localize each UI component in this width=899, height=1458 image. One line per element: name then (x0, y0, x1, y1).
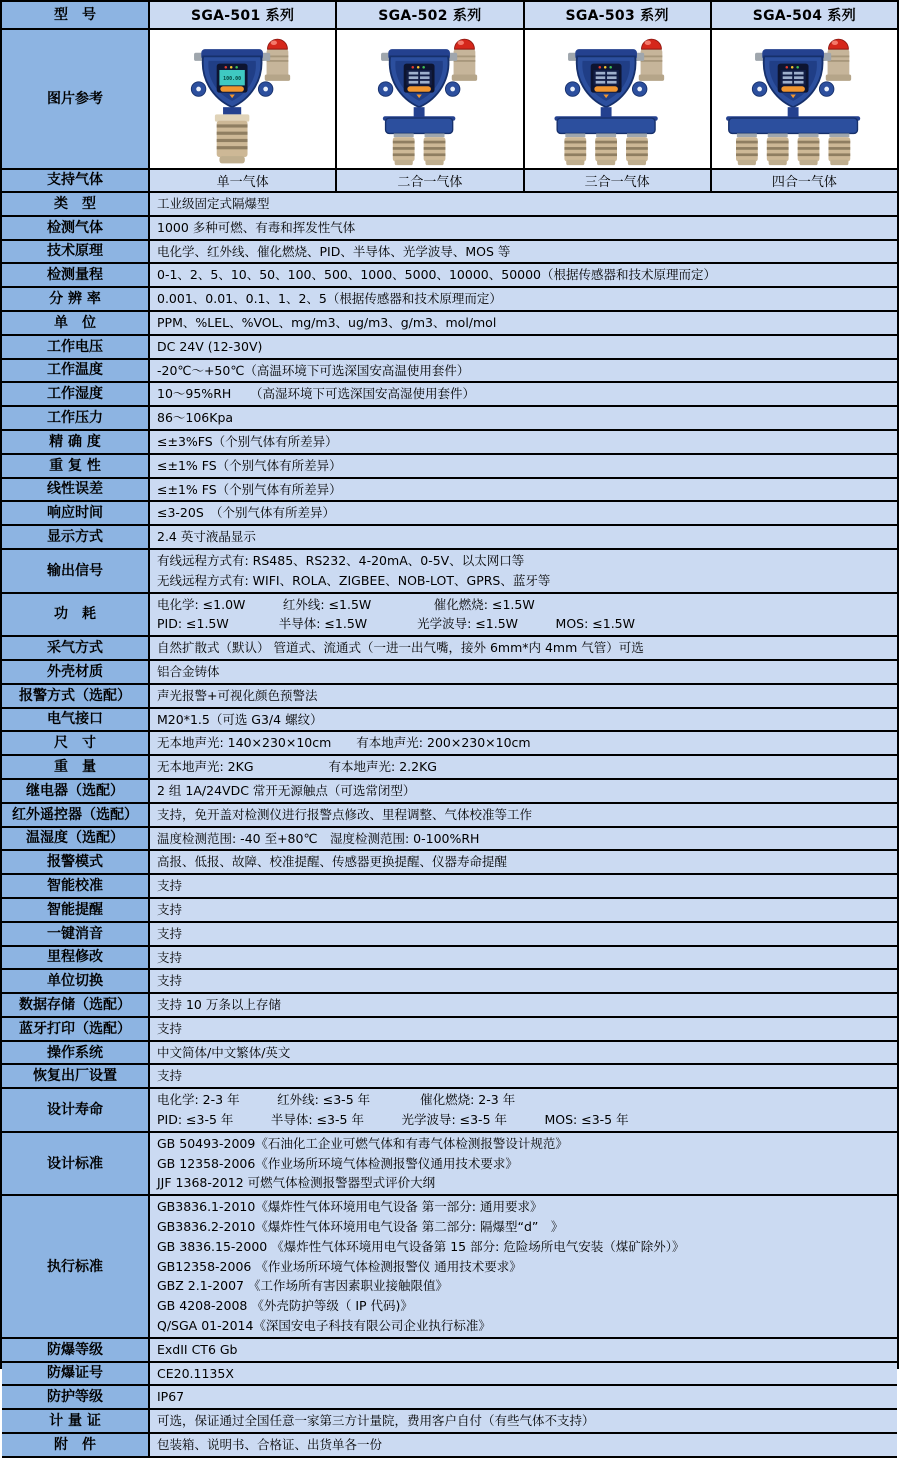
spec-label: 数据存储（选配） (2, 994, 150, 1016)
spec-row (2, 756, 897, 780)
spec-value-line: DC 24V (12-30V) (157, 338, 263, 354)
spec-label: 电气接口 (2, 709, 150, 731)
device-photo-sga-504 (712, 30, 897, 168)
spec-label: 技术原理 (2, 241, 150, 263)
spec-row (2, 526, 897, 550)
spec-row (2, 193, 897, 217)
spec-label: 附 件 (2, 1434, 150, 1456)
spec-label: 智能校准 (2, 875, 150, 897)
header-row (2, 2, 897, 30)
spec-value-line: 支持 (157, 901, 183, 917)
device-photo-sga-503 (525, 30, 712, 168)
spec-value (150, 1065, 897, 1087)
spec-value-line: 支持，免开盖对检测仪进行报警点修改、里程调整、气体校准等工作 (157, 806, 533, 822)
gas-detector-image (157, 31, 329, 167)
spec-value-line: 包装箱、说明书、合格证、出货单各一份 (157, 1437, 383, 1453)
spec-value-line: 86～106Kpa (157, 410, 234, 426)
spec-row (2, 431, 897, 455)
spec-value-line: 支持 (157, 878, 183, 894)
gas-detector-image (344, 31, 516, 167)
spec-row (2, 1410, 897, 1434)
spec-label: 一键消音 (2, 923, 150, 945)
gas-value-sga-501: 单一气体 (150, 170, 337, 191)
spec-value (150, 193, 897, 215)
spec-row (2, 1065, 897, 1089)
spec-value-line: GB 12358-2006《作业场所环境气体检测报警仪通用技术要求》 (157, 1155, 518, 1171)
spec-row (2, 685, 897, 709)
spec-row (2, 637, 897, 661)
spec-value-line: JJF 1368-2012 可燃气体检测报警器型式评价大纲 (157, 1175, 436, 1191)
spec-value (150, 756, 897, 778)
spec-label: 分 辨 率 (2, 288, 150, 310)
spec-value-line: Q/SGA 01-2014《深国安电子科技有限公司企业执行标准》 (157, 1318, 491, 1334)
spec-label: 线性误差 (2, 479, 150, 501)
spec-value-line: 2.4 英寸液晶显示 (157, 529, 256, 545)
spec-label: 工作温度 (2, 360, 150, 382)
spec-label: 计 量 证 (2, 1410, 150, 1432)
spec-row (2, 780, 897, 804)
spec-value (150, 970, 897, 992)
spec-value-line: CE20.1135X (157, 1365, 234, 1381)
spec-label: 设计寿命 (2, 1089, 150, 1131)
spec-label: 防护等级 (2, 1386, 150, 1408)
spec-rows (2, 193, 897, 1458)
spec-value-line: 支持 (157, 949, 183, 965)
header-label-model: 型 号 (2, 2, 150, 28)
spec-row (2, 994, 897, 1018)
spec-label: 防爆等级 (2, 1339, 150, 1361)
spec-row (2, 1042, 897, 1066)
spec-value (150, 431, 897, 453)
spec-row (2, 1018, 897, 1042)
spec-row (2, 1133, 897, 1196)
spec-value-line: -20℃～+50℃（高温环境下可选深国安高温使用套件） (157, 362, 470, 378)
spec-row (2, 241, 897, 265)
spec-value (150, 994, 897, 1016)
gas-value-sga-502: 二合一气体 (337, 170, 524, 191)
spec-value-line: 无线远程方式有: WIFI、ROLA、ZIGBEE、NOB-LOT、GPRS、蓝牙等 (157, 572, 551, 588)
spec-row (2, 1363, 897, 1387)
spec-value-line: GB3836.2-2010《爆炸性气体环境用电气设备 第二部分: 隔爆型“d” 》 (157, 1219, 564, 1235)
spec-value-line: 2 组 1A/24VDC 常开无源触点（可选常闭型） (157, 782, 416, 798)
spec-label: 继电器（选配） (2, 780, 150, 802)
spec-value-line: 电化学、红外线、催化燃烧、PID、半导体、光学波导、MOS 等 (157, 243, 511, 259)
spec-value-line: 工业级固定式隔爆型 (157, 196, 270, 211)
spec-value (150, 1339, 897, 1361)
spec-value-line: 温度检测范围: -40 至+80℃ 湿度检测范围: 0-100%RH (157, 830, 480, 846)
spec-value-line: 0.001、0.01、0.1、1、2、5（根据传感器和技术原理而定） (157, 291, 502, 307)
spec-label: 重 量 (2, 756, 150, 778)
spec-value (150, 1133, 897, 1194)
spec-label: 工作湿度 (2, 383, 150, 405)
spec-value-line: ≤±1% FS（个别气体有所差异） (157, 481, 342, 497)
spec-value-line: 中文简体/中文繁体/英文 (157, 1044, 291, 1060)
gas-detector-image (718, 31, 890, 167)
spec-row (2, 264, 897, 288)
spec-row (2, 709, 897, 733)
spec-label: 响应时间 (2, 502, 150, 524)
spec-value-line: 支持 (157, 973, 183, 989)
spec-value (150, 947, 897, 969)
spec-value-line: M20*1.5（可选 G3/4 螺纹） (157, 711, 323, 727)
spec-value-line: 无本地声光: 2KG 有本地声光: 2.2KG (157, 759, 437, 775)
spec-label: 工作电压 (2, 336, 150, 358)
spec-row (2, 970, 897, 994)
spec-label: 报警模式 (2, 851, 150, 873)
spec-value-line: GB12358-2006 《作业场所环境气体检测报警仪 通用技术要求》 (157, 1258, 522, 1274)
spec-row (2, 288, 897, 312)
spec-label: 工作压力 (2, 407, 150, 429)
spec-value (150, 732, 897, 754)
spec-label: 类 型 (2, 193, 150, 215)
model-name-sga-501: SGA-501 系列 (150, 2, 337, 28)
spec-row (2, 1386, 897, 1410)
spec-row (2, 455, 897, 479)
spec-row (2, 550, 897, 594)
device-photo-sga-502 (337, 30, 524, 168)
spec-value-line: PID: ≤1.5W 半导体: ≤1.5W 光学波导: ≤1.5W MOS: ≤1.5W (157, 616, 635, 632)
spec-row (2, 312, 897, 336)
spec-row (2, 360, 897, 384)
spec-value (150, 502, 897, 524)
spec-label: 恢复出厂设置 (2, 1065, 150, 1087)
spec-value-line: 支持 10 万条以上存储 (157, 997, 281, 1013)
spec-value (150, 336, 897, 358)
spec-value-line: ≤±3%FS（个别气体有所差异） (157, 433, 338, 449)
gas-row (2, 170, 897, 193)
spec-value-line: GB 50493-2009《石油化工企业可燃气体和有毒气体检测报警设计规范》 (157, 1135, 568, 1151)
spec-label: 智能提醒 (2, 899, 150, 921)
spec-value (150, 1018, 897, 1040)
spec-value (150, 1042, 897, 1064)
spec-row (2, 1196, 897, 1339)
spec-value (150, 1196, 897, 1337)
spec-row (2, 1089, 897, 1133)
spec-label: 温湿度（选配） (2, 828, 150, 850)
spec-label: 输出信号 (2, 550, 150, 592)
spec-value (150, 455, 897, 477)
spec-row (2, 828, 897, 852)
spec-label: 单 位 (2, 312, 150, 334)
spec-row (2, 661, 897, 685)
spec-label: 防爆证号 (2, 1363, 150, 1385)
spec-value-line: ≤3-20S （个别气体有所差异） (157, 505, 336, 521)
spec-value-line: PPM、%LEL、%VOL、mg/m3、ug/m3、g/m3、mol/mol (157, 314, 497, 330)
gas-value-sga-504: 四合一气体 (712, 170, 897, 191)
model-name-sga-504: SGA-504 系列 (712, 2, 897, 28)
spec-value-line: 有线远程方式有: RS485、RS232、4-20mA、0-5V、以太网口等 (157, 552, 525, 568)
spec-value-line: GBZ 2.1-2007 《工作场所有害因素职业接触限值》 (157, 1278, 448, 1294)
spec-value-line: ≤±1% FS（个别气体有所差异） (157, 457, 342, 473)
spec-value-line: GB 4208-2008 《外壳防护等级（ IP 代码)》 (157, 1298, 413, 1314)
spec-row (2, 947, 897, 971)
spec-value (150, 875, 897, 897)
spec-value-line: GB3836.1-2010《爆炸性气体环境用电气设备 第一部分: 通用要求》 (157, 1199, 543, 1215)
spec-value (150, 312, 897, 334)
spec-row (2, 383, 897, 407)
spec-label: 外壳材质 (2, 661, 150, 683)
spec-value (150, 217, 897, 239)
spec-value (150, 1386, 897, 1408)
spec-value-line: 支持 (157, 925, 183, 941)
spec-row (2, 336, 897, 360)
spec-label: 尺 寸 (2, 732, 150, 754)
spec-value-line: 电化学: ≤1.0W 红外线: ≤1.5W 催化燃烧: ≤1.5W (157, 596, 535, 612)
spec-value (150, 550, 897, 592)
spec-value-line: 1000 多种可燃、有毒和挥发性气体 (157, 219, 356, 235)
spec-value (150, 923, 897, 945)
spec-row (2, 1339, 897, 1363)
spec-row (2, 502, 897, 526)
spec-value (150, 804, 897, 826)
spec-row (2, 923, 897, 947)
spec-row (2, 479, 897, 503)
spec-row (2, 875, 897, 899)
spec-value (150, 899, 897, 921)
spec-label: 操作系统 (2, 1042, 150, 1064)
spec-value-line: 支持 (157, 1020, 183, 1036)
model-name-sga-503: SGA-503 系列 (525, 2, 712, 28)
spec-value-line: 高报、低报、故障、校准提醒、传感器更换提醒、仪器寿命提醒 (157, 854, 508, 870)
gas-row-label: 支持气体 (2, 170, 150, 191)
spec-value-line: 铝合金铸体 (157, 663, 220, 679)
spec-value-line: IP67 (157, 1389, 185, 1405)
spec-label: 报警方式（选配） (2, 685, 150, 707)
spec-row (2, 1434, 897, 1458)
spec-label: 执行标准 (2, 1196, 150, 1337)
spec-value (150, 637, 897, 659)
spec-label: 重 复 性 (2, 455, 150, 477)
image-row (2, 30, 897, 170)
spec-value (150, 383, 897, 405)
spec-value (150, 1434, 897, 1456)
gas-value-sga-503: 三合一气体 (525, 170, 712, 191)
svg-text:100.00: 100.00 (222, 75, 241, 82)
spec-value-line: 声光报警+可视化颜色预警法 (157, 687, 318, 703)
spec-label: 设计标准 (2, 1133, 150, 1194)
image-row-label: 图片参考 (2, 30, 150, 168)
spec-value-line: 可选，保证通过全国任意一家第三方计量院，费用客户自付（有些气体不支持） (157, 1413, 595, 1429)
spec-row (2, 732, 897, 756)
spec-label: 功 耗 (2, 594, 150, 636)
spec-value (150, 709, 897, 731)
spec-row (2, 851, 897, 875)
spec-row (2, 407, 897, 431)
spec-value (150, 780, 897, 802)
spec-value-line: 10～95%RH （高湿环境下可选深国安高湿使用套件） (157, 386, 476, 402)
spec-value (150, 828, 897, 850)
spec-value (150, 685, 897, 707)
spec-label: 显示方式 (2, 526, 150, 548)
spec-label: 精 确 度 (2, 431, 150, 453)
spec-label: 蓝牙打印（选配） (2, 1018, 150, 1040)
spec-value (150, 661, 897, 683)
gas-detector-image (531, 31, 703, 167)
spec-value-line: 0-1、2、5、10、50、100、500、1000、5000、10000、50000（根据传感器和技术原理而定） (157, 267, 717, 283)
spec-value-line: GB 3836.15-2000 《爆炸性气体环境用电气设备第 15 部分: 危险场所电气安装（煤矿除外）》 (157, 1238, 685, 1254)
spec-value (150, 360, 897, 382)
spec-value-line: 电化学: 2-3 年 红外线: ≤3-5 年 催化燃烧: 2-3 年 (157, 1092, 516, 1108)
spec-value (150, 1410, 897, 1432)
spec-row (2, 594, 897, 638)
spec-value-line: 支持 (157, 1068, 183, 1084)
spec-value (150, 407, 897, 429)
spec-label: 采气方式 (2, 637, 150, 659)
spec-value-line: 无本地声光: 140×230×10cm 有本地声光: 200×230×10cm (157, 735, 531, 751)
spec-row (2, 899, 897, 923)
spec-label: 检测量程 (2, 264, 150, 286)
spec-label: 红外遥控器（选配） (2, 804, 150, 826)
spec-value (150, 241, 897, 263)
spec-label: 检测气体 (2, 217, 150, 239)
spec-value (150, 1363, 897, 1385)
spec-value (150, 479, 897, 501)
device-photo-sga-501 (150, 30, 337, 168)
model-name-sga-502: SGA-502 系列 (337, 2, 524, 28)
spec-value-line: 自然扩散式（默认） 管道式、流通式（一进一出气嘴，接外 6mm*内 4mm 气管）可选 (157, 640, 644, 656)
spec-value (150, 264, 897, 286)
spec-value-line: ExdII CT6 Gb (157, 1341, 238, 1357)
spec-value (150, 526, 897, 548)
spec-row (2, 804, 897, 828)
spec-value-line: PID: ≤3-5 年 半导体: ≤3-5 年 光学波导: ≤3-5 年 MOS: ≤3-5 年 (157, 1112, 629, 1128)
spec-value (150, 851, 897, 873)
spec-value (150, 288, 897, 310)
spec-label: 单位切换 (2, 970, 150, 992)
spec-value (150, 1089, 897, 1131)
spec-row (2, 217, 897, 241)
spec-label: 里程修改 (2, 947, 150, 969)
spec-value (150, 594, 897, 636)
